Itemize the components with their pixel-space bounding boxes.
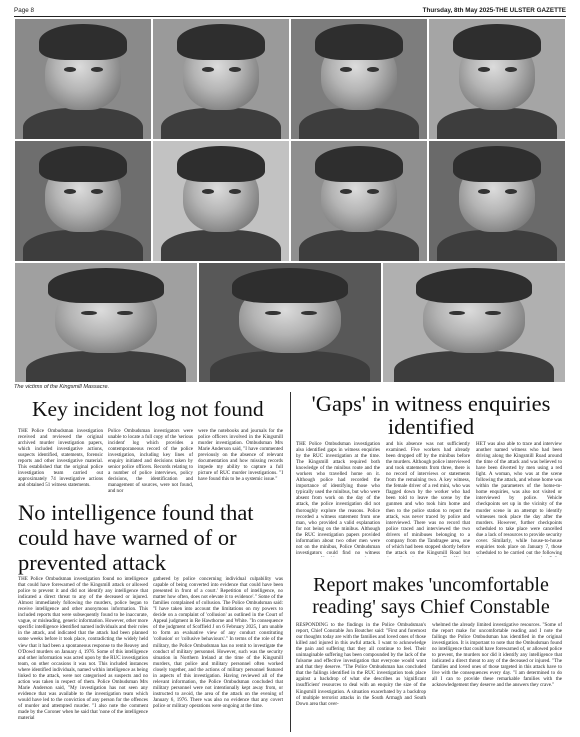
article4-column-2: whelmed the already limited investigative resources. "Some of the report make for uncomfortable reading and I note the failings the Police Ombudsman has identified in the original investigation. It is important to note that the Ombudsman found no intelligence that could have forewarned of, or allowed police to prevent, the murders nor did it identify any intelligence that indicated a direct threat to any of the deceased or injured. "The families and loved ones of those targeted in this attack have to live with the consequences every day. "I am determined to do all I can to provide these remarkable families with the acknowledgement they deserve and the answers they crave." (432, 622, 562, 689)
victim-photo-4 (428, 18, 566, 140)
page-number: Page 8 (14, 6, 34, 14)
victim-photo-7 (290, 140, 428, 262)
victim-photo-6 (152, 140, 290, 262)
article3-column-3: HET was also able to trace and interview another named witness who had been driving along the Kingsmill Road around the time of the attack and was believed to have been diverted by men using a red light. A woman, who was at the scene following the attack, and whose home was within the parameters of the home-to-home enquiries, was also not visited or interviewed by police. Vehicle checkpoints set up in the vicinity of the murder scene in an attempt to identify witnesses took place the day after the murders. However, further checkpoints scheduled to take place were cancelled due a lack of resources to provide security cover. Similarly, while house-to-house enquiries took place on January 7, those scheduled to be carried out the following (476, 441, 562, 556)
header-rule (14, 16, 566, 17)
victim-photo-9 (14, 262, 198, 383)
victim-photo-8 (428, 140, 566, 262)
page-header (14, 4, 566, 16)
victims-photo-grid (14, 18, 566, 383)
article3-column-2: and his absence was not sufficiently examined. Five workers had already been dropped off by the minibus before the murders. Although police interviewed and took statements from three, there is no record of interviews or statements from the remaining two. A key witness, the female driver of a red mini, who was flagged down by the worker who had been told to leave the scene by the gunmen and who took him home and then to the police station to report the attack, was never traced by police and interviewed. There was no record that police traced and interviewed the two drivers of minibuses belonging to a company from the Tandragee area, one of which had been stopped shortly before the attack on the Kingsmill Road but (386, 441, 470, 556)
article1-column-1: THE Police Ombudsman investigation received and reviewed the original archived murder investigation papers, which included investigative actions, suspects identified, statements, forensic reports and other investigative material. This established that the original police investigation team carried out approximately 74 investigative actions and obtained 51 witness statements. (18, 428, 103, 489)
article2-column-2: gathered by police concerning individual culpability was capable of being converted into evidence that could have been presented in front of a court.' Repetition of intelligence, no matter how often, does not elevate it to evidence'." Some of the families complained of collusion. The Police Ombudsman said: "I have taken into account the limitations on my powers to decide on a complaint of 'collusion' as outlined in the Court of Appeal judgment in Re Hawthorne and White. "In consequence of the judgment of Scoffield J on 6 February 2025, I am unable to form an evaluative view of any conduct constituting 'collusion' or 'collusive behaviours'." In terms of the role of the military, the Police Ombudsman has no remit to investigate the conduct of military personnel. However, such was the security situation in Northern Ireland at the time of the Kingsmill murders, that police and military personnel often worked closely together, and the actions of military personnel featured in aspects of this investigation. Having reviewed all of the relevant information, the Police Ombudsman concluded that military personnel were not intentionally kept away from, or instructed to avoid, the area of the attack on the evening of January 6, 1976. There was also no evidence that any covert police or military operations were ongoing at the time. (153, 576, 283, 709)
photo-caption: The victims of the Kingsmill Massacre. (14, 384, 110, 390)
article4-column-1: RESPONDING to the findings in the Police Ombudsman's report, Chief Constable Jon Boutcher said: "First and foremost our thoughts today are with the families and loved ones of those killed and injured in this awful attack. I want to acknowledge the pain and suffering that they all continue to feel. Their unimaginable suffering has been compounded by the lack of the fulsome and effective investigation that everyone would want and that they deserve. "The Police Ombudsman has concluded that the failings identified in the RUC investigation took place against a backdrop of what she describes as 'significant insufficient' resources to deal with an enquiry the size of the Kingsmill investigation. A situation exacerbated by a backdrop of multiple terrorist attacks in the South Armagh and South Down area that over- (296, 622, 426, 707)
column-divider (290, 392, 291, 732)
article3-column-1: THE Police Ombudsman investigation also identified gaps in witness enquiries by the RUC investigation at the time. The Kingsmill attack required both knowledge of the minibus route and the workers who travelled home on it. Although police had recorded the importance of identifying those who typically used the minibus, but who were absent from work on the day of the attack, the police investigation did not thoroughly explore the reasons. Police recorded a witness statement from one man, who provided a valid explanation for not being on the minibus. Although the RUC investigation papers provided information about two other men were not on the minibus, Police Ombudsman investigators could find no witness (296, 441, 380, 556)
article1-column-3: were the notebooks and journals for the police officers involved in the Kingsmill murder investigation. Ombudsman Mrs Marie Anderson said, "I have commented previously on the absence of relevant documentation and how missing records impede my ability to capture a full picture of RUC murder investigations. "I have found this to be a systemic issue." (198, 428, 283, 483)
dateline: Thursday, 8th May 2025-THE ULSTER GAZETTE (422, 6, 566, 14)
headline-no-intelligence: No intelligence found that could have warned of or prevented attack (18, 500, 254, 575)
victim-photo-11 (382, 262, 566, 383)
victim-photo-3 (290, 18, 428, 140)
article1-column-2: Police Ombudsman investigators were unable to locate a full copy of the 'serious incident' log which provides a contemporaneous record of the police investigation, including key lines of enquiry initiated and decisions taken by senior police officers. Records relating to a number of police interviews, policy decisions, the identification and management of sources, were not found, and nor (108, 428, 193, 495)
victim-photo-2 (152, 18, 290, 140)
victim-photo-5 (14, 140, 152, 262)
headline-gaps-in-witness-enquiries: 'Gaps' in witness enquiries identified (311, 391, 551, 439)
article2-column-1: THE Police Ombudsman investigation found no intelligence that could have forewarned of the Kingsmill attack or allowed police to prevent it and did not identify any intelligence that indicated a direct threat to any of the deceased or injured. Almost immediately following the murders, police began to receive intelligence and other anonymous information. This included reports that were subsequently found to be inaccurate, vague, or misleading, generic information. However, other more specific intelligence identified named individuals and their roles in the attack, and indicated that the attack had been planned some weeks before it took place, contradicting the widely held view that it had been a spontaneous response to the Reavey and O'Dowd murders on January 4, 1976. Some of this intelligence and other information was acted upon by the RUC investigation team, on other occasions it was not. This included instances where identified individuals, named within intelligence as being linked to the attack, were not categorised as suspects and no action was taken in respect of them. Police Ombudsman Mrs Marie Anderson said, "My investigation has not seen any evidence that was available to the investigation team which would have led to the conviction of any person for the offences of murder and attempted murder. "I also note the comment made by the Coroner when he said that 'none of the intelligence material (18, 576, 148, 722)
headline-chief-constable-response: Report makes 'uncomfortable reading' says Chief Constable (312, 574, 550, 618)
headline-key-incident-log: Key incident log not found (32, 397, 264, 421)
victim-photo-10 (198, 262, 382, 383)
victim-photo-1 (14, 18, 152, 140)
